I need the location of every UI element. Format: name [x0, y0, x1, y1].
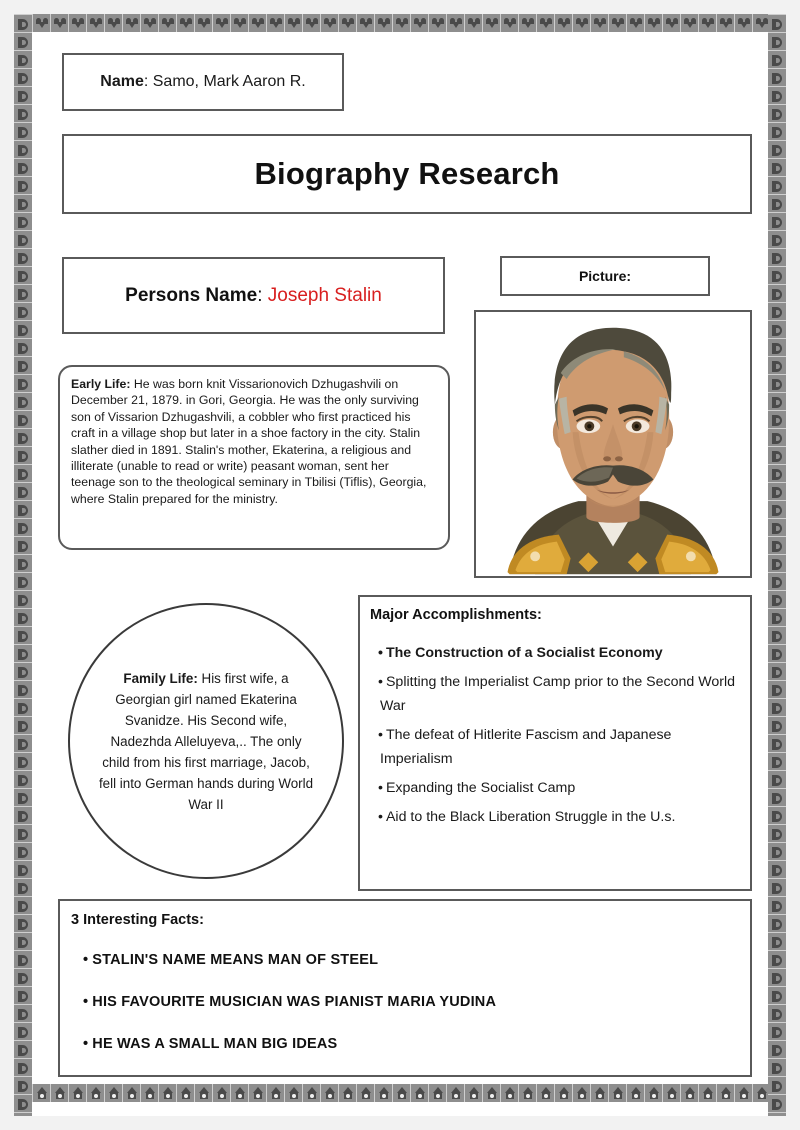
border-tile: [176, 14, 194, 32]
accomplishment-text: The Construction of a Socialist Economy: [385, 645, 663, 661]
border-tile: [500, 14, 518, 32]
border-tile: [140, 14, 158, 32]
border-tile: [428, 14, 446, 32]
fact-item: [83, 952, 738, 968]
border-tile: [14, 248, 32, 266]
border-tile: [768, 680, 786, 698]
border-tile: [14, 104, 32, 122]
border-tile: [266, 14, 284, 32]
border-tile: [356, 14, 374, 32]
border-tile: [768, 950, 786, 968]
decorative-border-top: [14, 14, 786, 32]
border-tile: [14, 662, 32, 680]
border-tile: [14, 158, 32, 176]
border-tile: [68, 14, 86, 32]
border-tile: [14, 86, 32, 104]
border-tile: [14, 212, 32, 230]
border-tile: [768, 788, 786, 806]
border-tile: [768, 302, 786, 320]
border-tile: [768, 842, 786, 860]
early-life-text: [71, 376, 436, 507]
student-name-value: : Samo, Mark Aaron R.: [143, 73, 306, 90]
interesting-facts-box: [58, 899, 752, 1077]
border-tile: [68, 1084, 86, 1102]
accomplishment-text: Expanding the Socialist Camp: [385, 780, 576, 796]
border-tile: [446, 14, 464, 32]
border-tile: [86, 14, 104, 32]
border-tile: [338, 1084, 356, 1102]
border-tile: [410, 1084, 428, 1102]
border-tile: [14, 1040, 32, 1058]
border-tile: [14, 1058, 32, 1076]
worksheet-title-box: [62, 134, 752, 214]
border-tile: [320, 14, 338, 32]
border-tile: [320, 1084, 338, 1102]
accomplishment-item: [368, 670, 740, 718]
border-tile: [140, 1084, 158, 1102]
border-tile: [14, 482, 32, 500]
border-tile: [464, 14, 482, 32]
border-tile: [158, 14, 176, 32]
family-life-text: [98, 668, 314, 815]
border-tile: [768, 626, 786, 644]
border-tile: [768, 140, 786, 158]
border-tile: [14, 770, 32, 788]
border-tile: [768, 860, 786, 878]
border-tile: [768, 806, 786, 824]
student-name-label: Name: [100, 73, 144, 90]
border-tile: [14, 500, 32, 518]
border-tile: [768, 1004, 786, 1022]
border-tile: [194, 14, 212, 32]
bullet-icon: •: [378, 674, 383, 690]
border-tile: [14, 302, 32, 320]
border-tile: [626, 1084, 644, 1102]
fact-item: [83, 994, 738, 1010]
persons-name-text: [125, 285, 382, 307]
border-tile: [248, 1084, 266, 1102]
border-tile: [768, 392, 786, 410]
border-tile: [14, 986, 32, 1004]
accomplishments-list: [368, 641, 740, 829]
bullet-icon: •: [378, 780, 383, 796]
border-tile: [768, 374, 786, 392]
border-tile: [392, 14, 410, 32]
border-tile: [768, 158, 786, 176]
border-tile: [662, 1084, 680, 1102]
border-tile: [680, 1084, 698, 1102]
border-tile: [14, 554, 32, 572]
border-tile: [14, 176, 32, 194]
border-tile: [14, 1022, 32, 1040]
major-accomplishments-box: [358, 595, 752, 891]
border-tile: [14, 122, 32, 140]
border-tile: [768, 32, 786, 50]
border-tile: [768, 518, 786, 536]
border-tile: [768, 356, 786, 374]
early-life-label: Early Life:: [71, 377, 131, 391]
border-tile: [50, 14, 68, 32]
border-tile: [768, 284, 786, 302]
border-tile: [768, 14, 786, 32]
portrait-image-box: [474, 310, 752, 578]
border-tile: [768, 428, 786, 446]
border-tile: [768, 824, 786, 842]
border-tile: [554, 1084, 572, 1102]
border-tile: [14, 1004, 32, 1022]
border-tile: [768, 176, 786, 194]
border-tile: [768, 554, 786, 572]
border-tile: [14, 932, 32, 950]
border-tile: [768, 734, 786, 752]
border-tile: [14, 284, 32, 302]
border-tile: [482, 1084, 500, 1102]
border-tile: [768, 914, 786, 932]
border-tile: [768, 1040, 786, 1058]
early-life-body: He was born knit Vissarionovich Dzhugashvili on December 21, 1879. in Gori, Georgia. He was the only surviving son of Vissarion Dzhugashvili, a cobbler who first practiced his craft in a village shop but later in a shoe factory in the city. Stalin slather died in 1891. Stalin's mother, Ekaterina, a religious and illiterate (unable to read or write) peasant woman, sent her teenage son to the theological seminary in Tbilisi (Tiflis), Georgia, where Stalin prepared for the ministry.: [71, 377, 427, 506]
decorative-border-right: [768, 14, 786, 1116]
picture-label: Picture:: [578, 268, 632, 284]
border-tile: [768, 752, 786, 770]
border-tile: [32, 1084, 50, 1102]
border-tile: [768, 320, 786, 338]
border-tile: [698, 1084, 716, 1102]
border-tile: [14, 860, 32, 878]
border-tile: [662, 14, 680, 32]
border-tile: [14, 752, 32, 770]
border-tile: [768, 500, 786, 518]
border-tile: [428, 1084, 446, 1102]
border-tile: [518, 1084, 536, 1102]
fact-item: [83, 1036, 738, 1052]
border-tile: [14, 716, 32, 734]
border-tile: [572, 1084, 590, 1102]
border-tile: [14, 608, 32, 626]
bullet-icon: •: [378, 645, 383, 661]
border-tile: [14, 698, 32, 716]
border-tile: [14, 140, 32, 158]
border-tile: [14, 356, 32, 374]
border-tile: [14, 644, 32, 662]
border-tile: [768, 1058, 786, 1076]
accomplishments-heading: Major Accomplishments:: [370, 607, 542, 623]
border-tile: [14, 896, 32, 914]
border-tile: [698, 14, 716, 32]
accomplishment-text: Aid to the Black Liberation Struggle in the U.s.: [385, 809, 676, 825]
border-tile: [14, 572, 32, 590]
border-tile: [608, 14, 626, 32]
border-tile: [518, 14, 536, 32]
border-tile: [14, 590, 32, 608]
border-tile: [768, 932, 786, 950]
border-tile: [194, 1084, 212, 1102]
early-life-box: [58, 365, 450, 550]
border-tile: [248, 14, 266, 32]
decorative-border-bottom: [14, 1084, 786, 1102]
border-tile: [768, 1094, 786, 1112]
border-tile: [500, 1084, 518, 1102]
border-tile: [768, 986, 786, 1004]
border-tile: [768, 1022, 786, 1040]
border-tile: [212, 1084, 230, 1102]
border-tile: [374, 14, 392, 32]
border-tile: [680, 14, 698, 32]
border-tile: [14, 338, 32, 356]
decorative-border-left: [14, 14, 32, 1116]
border-tile: [356, 1084, 374, 1102]
border-tile: [768, 266, 786, 284]
border-tile: [392, 1084, 410, 1102]
accomplishment-text: Splitting the Imperialist Camp prior to the Second World War: [380, 674, 736, 714]
border-tile: [644, 1084, 662, 1102]
border-tile: [14, 230, 32, 248]
border-tile: [14, 1112, 32, 1116]
family-life-label: Family Life:: [123, 670, 198, 686]
bullet-icon: •: [83, 1036, 89, 1052]
border-tile: [768, 410, 786, 428]
border-tile: [14, 914, 32, 932]
border-tile: [230, 1084, 248, 1102]
facts-heading: 3 Interesting Facts:: [71, 912, 204, 928]
bullet-icon: •: [83, 952, 89, 968]
border-tile: [14, 950, 32, 968]
border-tile: [14, 374, 32, 392]
border-tile: [768, 482, 786, 500]
border-tile: [122, 1084, 140, 1102]
border-tile: [768, 194, 786, 212]
border-tile: [768, 464, 786, 482]
border-tile: [14, 734, 32, 752]
border-tile: [716, 1084, 734, 1102]
bullet-icon: •: [378, 809, 383, 825]
persons-name-box: [62, 257, 445, 334]
accomplishment-text: The defeat of Hitlerite Fascism and Japanese Imperialism: [380, 727, 672, 767]
border-tile: [554, 14, 572, 32]
border-tile: [768, 104, 786, 122]
border-tile: [14, 824, 32, 842]
stalin-portrait-image: [476, 312, 750, 576]
border-tile: [608, 1084, 626, 1102]
border-tile: [768, 662, 786, 680]
border-tile: [536, 1084, 554, 1102]
border-tile: [14, 536, 32, 554]
border-tile: [32, 14, 50, 32]
border-tile: [768, 716, 786, 734]
border-tile: [212, 14, 230, 32]
border-tile: [768, 338, 786, 356]
fact-text: HIS FAVOURITE MUSICIAN WAS PIANIST MARIA YUDINA: [92, 994, 497, 1010]
border-tile: [14, 446, 32, 464]
border-tile: [590, 1084, 608, 1102]
border-tile: [768, 536, 786, 554]
border-tile: [14, 968, 32, 986]
border-tile: [374, 1084, 392, 1102]
border-tile: [464, 1084, 482, 1102]
fact-text: HE WAS A SMALL MAN BIG IDEAS: [92, 1036, 338, 1052]
border-tile: [14, 320, 32, 338]
border-tile: [14, 410, 32, 428]
border-tile: [590, 14, 608, 32]
border-tile: [716, 14, 734, 32]
border-tile: [14, 518, 32, 536]
border-tile: [768, 68, 786, 86]
border-tile: [104, 1084, 122, 1102]
persons-name-separator: :: [257, 284, 268, 306]
page-title: Biography Research: [254, 156, 560, 191]
border-tile: [768, 590, 786, 608]
border-tile: [14, 194, 32, 212]
border-tile: [284, 14, 302, 32]
border-tile: [50, 1084, 68, 1102]
border-tile: [768, 770, 786, 788]
border-tile: [338, 14, 356, 32]
border-tile: [14, 50, 32, 68]
border-tile: [158, 1084, 176, 1102]
accomplishment-item: [368, 776, 740, 800]
student-name-box: [62, 53, 344, 111]
border-tile: [122, 14, 140, 32]
picture-label-box: [500, 256, 710, 296]
border-tile: [14, 392, 32, 410]
student-name-text: [100, 73, 305, 91]
border-tile: [734, 1084, 752, 1102]
border-tile: [284, 1084, 302, 1102]
border-tile: [14, 14, 32, 32]
border-tile: [410, 14, 428, 32]
border-tile: [768, 50, 786, 68]
border-tile: [14, 1076, 32, 1094]
border-tile: [230, 14, 248, 32]
border-tile: [14, 32, 32, 50]
accomplishment-item: [368, 641, 740, 665]
border-tile: [14, 68, 32, 86]
border-tile: [14, 806, 32, 824]
border-tile: [768, 230, 786, 248]
border-tile: [768, 446, 786, 464]
border-tile: [14, 464, 32, 482]
border-tile: [14, 266, 32, 284]
border-tile: [86, 1084, 104, 1102]
border-tile: [14, 680, 32, 698]
border-tile: [768, 608, 786, 626]
accomplishment-item: [368, 805, 740, 829]
border-tile: [14, 878, 32, 896]
border-tile: [14, 788, 32, 806]
border-tile: [536, 14, 554, 32]
border-tile: [14, 428, 32, 446]
border-tile: [768, 122, 786, 140]
border-tile: [768, 248, 786, 266]
border-tile: [768, 572, 786, 590]
border-tile: [768, 86, 786, 104]
border-tile: [768, 698, 786, 716]
facts-list: [71, 952, 738, 1052]
border-tile: [768, 878, 786, 896]
border-tile: [768, 1076, 786, 1094]
border-tile: [734, 14, 752, 32]
border-tile: [626, 14, 644, 32]
border-tile: [768, 1112, 786, 1116]
persons-name-label: Persons Name: [125, 284, 258, 306]
border-tile: [572, 14, 590, 32]
bullet-icon: •: [83, 994, 89, 1010]
border-tile: [768, 896, 786, 914]
accomplishment-item: [368, 723, 740, 771]
border-tile: [14, 626, 32, 644]
border-tile: [768, 968, 786, 986]
border-tile: [14, 1094, 32, 1112]
border-tile: [302, 1084, 320, 1102]
border-tile: [14, 842, 32, 860]
border-tile: [446, 1084, 464, 1102]
border-tile: [644, 14, 662, 32]
family-life-circle: [68, 603, 344, 879]
border-tile: [266, 1084, 284, 1102]
border-tile: [768, 644, 786, 662]
border-tile: [104, 14, 122, 32]
persons-name-value: Joseph Stalin: [267, 284, 382, 306]
bullet-icon: •: [378, 727, 383, 743]
border-tile: [482, 14, 500, 32]
border-tile: [302, 14, 320, 32]
border-tile: [768, 212, 786, 230]
border-tile: [176, 1084, 194, 1102]
fact-text: STALIN'S NAME MEANS MAN OF STEEL: [92, 952, 379, 968]
family-life-body: His first wife, a Georgian girl named Ekaterina Svanidze. His Second wife, Nadezhda Alleluyeva,.. The only child from his first marriage, Jacob, fell into German hands during World War II: [98, 670, 314, 812]
